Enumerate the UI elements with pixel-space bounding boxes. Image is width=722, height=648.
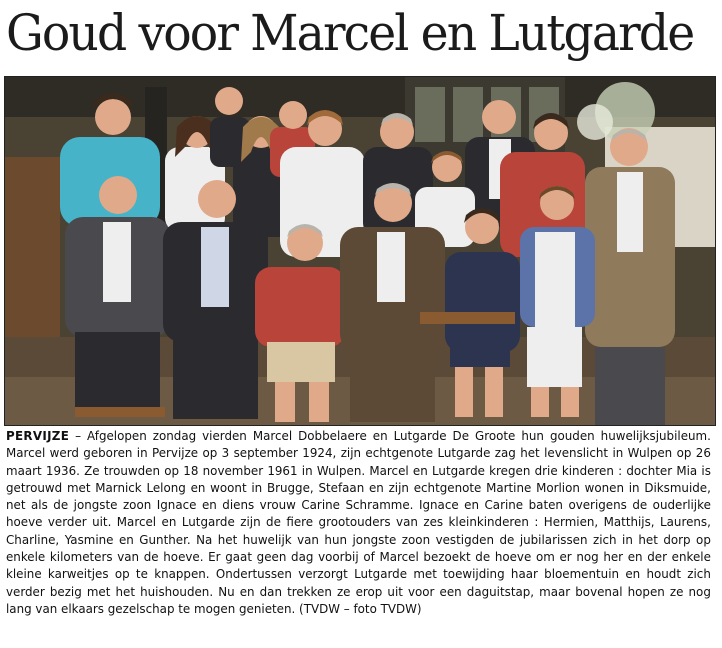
dateline: PERVIJZE [6, 429, 70, 443]
chair-front [420, 312, 515, 324]
family-photo [4, 76, 716, 426]
chair-left [75, 407, 165, 417]
family-photo-illustration [5, 77, 715, 425]
article-body [6, 428, 711, 644]
headline: Goud voor Marcel en Lutgarde [6, 4, 694, 62]
standing-man-right [585, 128, 675, 425]
article-text: – Afgelopen zondag vierden Marcel Dobbelaere en Lutgarde De Groote hun gouden huwelijksjubileum. Marcel werd geboren in Pervijze op 3 september 1924, zijn echtgenote Lutgarde zag het levenslicht in Wulpen op 26 maart 1936. Ze trouwden op 18 november 1961 in Wulpen. Marcel en Lutgarde kregen drie kinderen : dochter Mia is getrouwd met Marnick Lelong en woont in Brugge, Stefaan en zijn echtgenote Martine Morlion wonen in Diksmuide, net als de jongste zoon Ignace en diens vrouw Carine Schramme. Ignace en Carine baten overigens de ouderlijke hoeve verder uit. Marcel en Lutgarde zijn de fiere grootouders van zes kleinkinderen : Hermien, Matthijs, Laurens, Charline, Yasmine en Gunther. Na het huwelijk van hun jongste zoon vestigden de jubilarissen zich in het dorp op enkele kilometers van de hoeve. Er gaat geen dag voorbij of Marcel bezoekt de hoeve om er nog her en der enkele kleine karweitjes op te knappen. Ondertussen verzorgt Lutgarde met toewijding haar bloementuin en houdt zich verder bezig met het huishouden. Nu en dan trekken ze erop uit voor een daguitstap, maar bovenal hopen ze nog lang van elkaars gezelschap te mogen genieten. (TVDW – foto TVDW) [6, 429, 711, 616]
dining-chairs [5, 157, 60, 337]
